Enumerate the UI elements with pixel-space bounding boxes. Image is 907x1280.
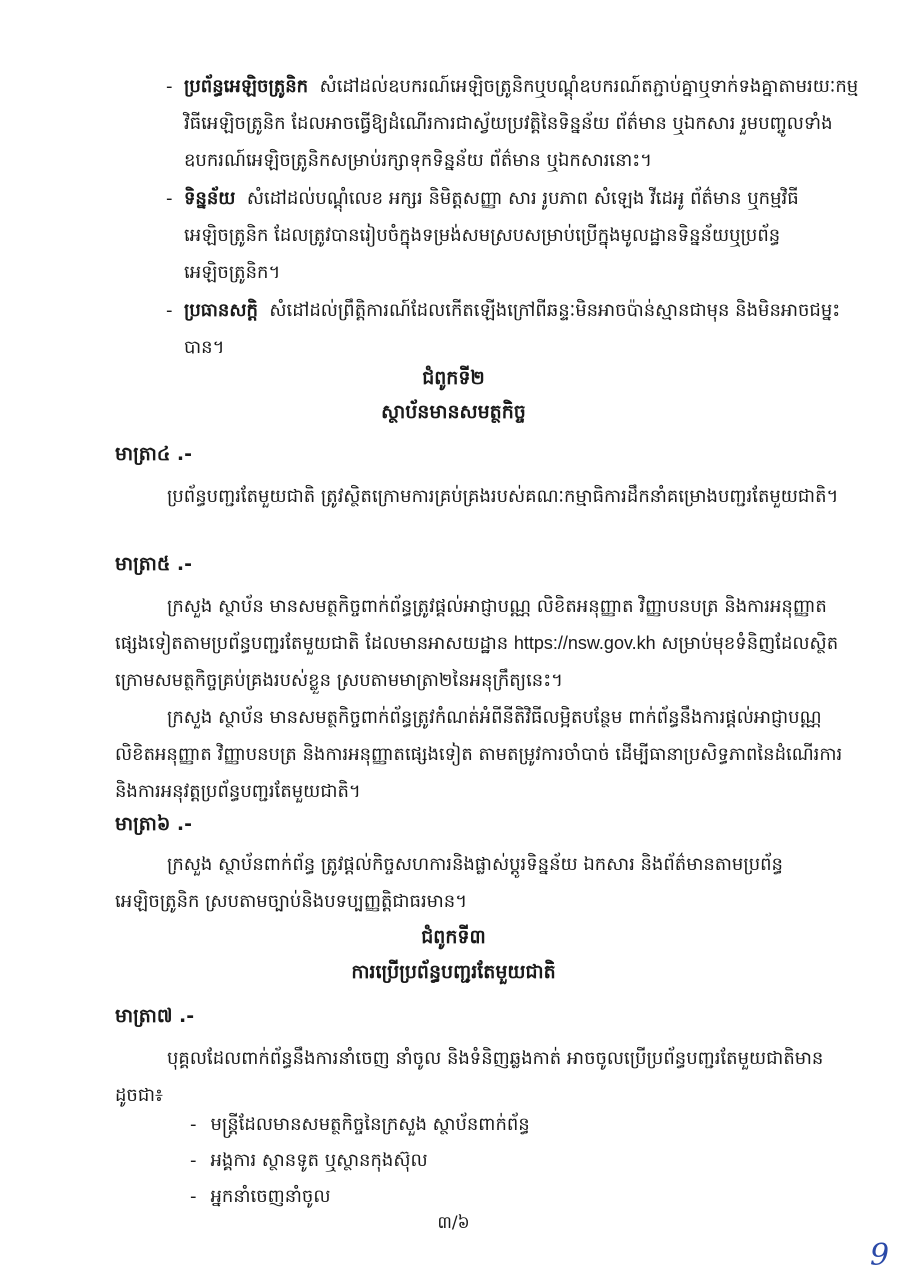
definition-text: សំដៅដល់បណ្តុំលេខ អក្សរ និមិត្តសញ្ញា សារ រូបភាព សំឡេង វីដេអូ ព័ត៌មាន ឬកម្មវិធីអេឡិចត្រូនិក ដែលត្រូវបានរៀបចំក្នុងទម្រង់សមស្របសម្រាប់ប្រើក្នុងមូលដ្ឋានទិន្នន័យឬប្រព័ន្ធអេឡិចត្រូនិក។: [184, 188, 799, 283]
definition-text: សំដៅដល់ឧបករណ៍អេឡិចត្រូនិកឬបណ្តុំឧបករណ៍តភ្ជាប់គ្នាឬទាក់ទងគ្នាតាមរយៈកម្មវិធីអេឡិចត្រូនិក ដែលអាចធ្វើឱ្យដំណើរការជាស្វ័យប្រវត្តិនៃទិន្នន័យ ព័ត៌មាន ឬឯកសារ រួមបញ្ចូលទាំងឧបករណ៍អេឡិចត្រូនិកសម្រាប់រក្សាទុកទិន្នន័យ ព័ត៌មាន ឬឯកសារនោះ។: [184, 76, 859, 171]
chapter-number: ជំពូកទី៣: [421, 926, 486, 948]
definition-text: សំដៅដល់ព្រឹត្តិការណ៍ដែលកើតឡើងក្រៅពីឆន្ទៈមិនអាចប៉ាន់ស្មានជាមុន និងមិនអាចជម្នះបាន។: [184, 300, 841, 358]
list-item: - អ្នកនាំចេញនាំចូល: [190, 1186, 331, 1207]
list-item: - មន្ត្រីដែលមានសមត្ថកិច្ចនៃក្រសួង ស្ថាប័នពាក់ព័ន្ធ: [190, 1114, 530, 1135]
website-url: https://nsw.gov.kh: [513, 633, 656, 653]
article-paragraph: បុគ្គលដែលពាក់ព័ន្ធនឹងការនាំចេញ នាំចូល និងទំនិញឆ្លងកាត់ អាចចូលប្រើប្រព័ន្ធបញ្ជរតែមួយជាតិមានដូចជា៖: [115, 1048, 824, 1106]
article-paragraph: ប្រព័ន្ធបញ្ជរតែមួយជាតិ ត្រូវស្ថិតក្រោមការគ្រប់គ្រងរបស់គណៈកម្មាធិការដឹកនាំគម្រោងបញ្ជរតែមួយជាតិ។: [167, 486, 839, 507]
chapter-number: ជំពូកទី២: [422, 367, 485, 389]
article-heading: មាត្រា៤ .-: [115, 443, 193, 465]
paragraph-text: សម្រាប់មុខទំនិញដែលស្ថិតក្រោមសមត្ថកិច្ចគ្រប់គ្រងរបស់ខ្លួន ស្របតាមមាត្រា២នៃអនុក្រឹត្យនេះ។: [115, 633, 839, 691]
article-paragraph: [115, 588, 860, 699]
article-paragraph: ក្រសួង ស្ថាប័ន មានសមត្ថកិច្ចពាក់ព័ន្ធត្រូវកំណត់អំពីនីតិវិធីលម្អិតបន្ថែម ពាក់ព័ន្ធនឹងការផ្តល់អាជ្ញាបណ្ណ លិខិតអនុញ្ញាត វិញ្ញាបនបត្រ និងការអនុញ្ញាតផ្សេងទៀត តាមតម្រូវការចាំបាច់ ដើម្បីធានាប្រសិទ្ធភាពនៃដំណើរការនិងការអនុវត្តប្រព័ន្ធបញ្ជរតែមួយជាតិ។: [115, 707, 843, 802]
chapter-title: ស្ថាប័នមានសមត្ថកិច្ច: [381, 401, 526, 423]
definition-electronic-system: - ប្រព័ន្ធអេឡិចត្រូនិក សំដៅដល់ឧបករណ៍អេឡិចត្រូនិកឬបណ្តុំឧបករណ៍តភ្ជាប់គ្នាឬទាក់ទងគ្នាតាមរយៈកម្មវិធីអេឡិចត្រូនិក ដែលអាចធ្វើឱ្យដំណើរការជាស្វ័យប្រវត្តិនៃទិន្នន័យ ព័ត៌មាន ឬឯកសារ រួមបញ្ចូលទាំងឧបករណ៍អេឡិចត្រូនិកសម្រាប់រក្សាទុកទិន្នន័យ ព័ត៌មាន ឬឯកសារនោះ។: [166, 76, 859, 171]
article-heading: មាត្រា៧ .-: [115, 1005, 195, 1027]
list-item: - អង្គការ ស្ថានទូត ឬស្ថានកុងស៊ុល: [190, 1150, 428, 1171]
definition-force-majeure: - ប្រធានសក្តិ សំដៅដល់ព្រឹត្តិការណ៍ដែលកើតឡើងក្រៅពីឆន្ទៈមិនអាចប៉ាន់ស្មានជាមុន និងមិនអាចជម្នះបាន។: [166, 300, 841, 358]
article-heading: មាត្រា៦ .-: [115, 813, 193, 835]
definition-data: - ទិន្នន័យ សំដៅដល់បណ្តុំលេខ អក្សរ និមិត្តសញ្ញា សារ រូបភាព សំឡេង វីដេអូ ព័ត៌មាន ឬកម្មវិធីអេឡិចត្រូនិក ដែលត្រូវបានរៀបចំក្នុងទម្រង់សមស្របសម្រាប់ប្រើក្នុងមូលដ្ឋានទិន្នន័យឬប្រព័ន្ធអេឡិចត្រូនិក។: [166, 188, 799, 283]
paragraph-text: ក្រសួង ស្ថាប័ន មានសមត្ថកិច្ចពាក់ព័ន្ធត្រូវផ្តល់អាជ្ញាបណ្ណ លិខិតអនុញ្ញាត វិញ្ញាបនបត្រ និងការអនុញ្ញាតផ្សេងទៀតតាមប្រព័ន្ធបញ្ជរតែមួយជាតិ ដែលមានអាសយដ្ឋាន: [115, 596, 827, 654]
definition-term: ប្រធានសក្តិ: [184, 300, 258, 321]
definition-term: ទិន្នន័យ: [184, 188, 236, 209]
article-heading: មាត្រា៥ .-: [115, 553, 193, 575]
handwritten-mark: 9: [870, 1238, 890, 1273]
article-paragraph: ក្រសួង ស្ថាប័នពាក់ព័ន្ធ ត្រូវផ្តល់កិច្ចសហការនិងផ្លាស់ប្តូរទិន្នន័យ ឯកសារ និងព័ត៌មានតាមប្រព័ន្ធអេឡិចត្រូនិក ស្របតាមច្បាប់និងបទប្បញ្ញត្តិជាធរមាន។: [115, 854, 783, 912]
chapter-title: ការប្រើប្រព័ន្ធបញ្ជរតែមួយជាតិ: [351, 961, 556, 983]
page-number: ៣/៦: [437, 1213, 470, 1233]
definition-term: ប្រព័ន្ធអេឡិចត្រូនិក: [184, 76, 309, 97]
